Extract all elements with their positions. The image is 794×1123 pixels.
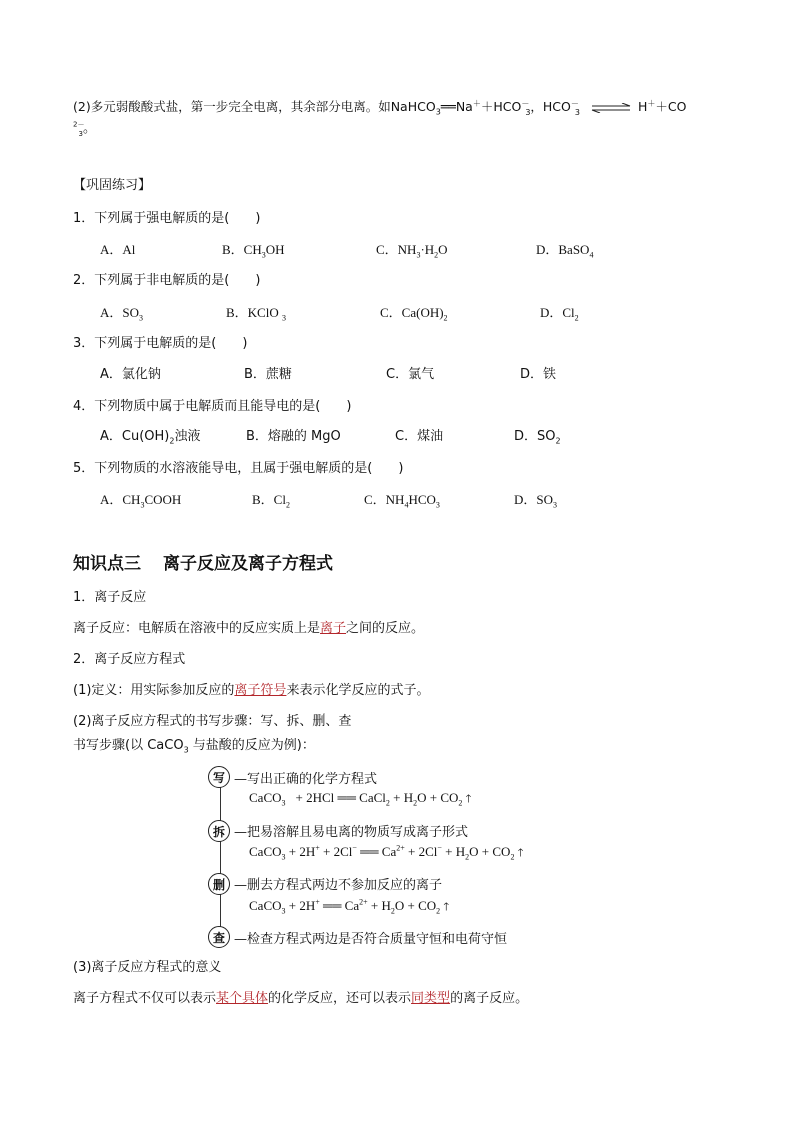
q5-option-b[interactable]: B．$Cl_2$	[252, 492, 290, 510]
question-3: 3．下列属于电解质的是( )	[73, 336, 248, 351]
q3-option-c[interactable]: C．氯气	[386, 367, 435, 382]
q2-option-d[interactable]: D．$Cl_2$	[540, 305, 579, 323]
q4-option-b[interactable]: B．熔融的 MgO	[246, 429, 341, 444]
blank-same-type: 同类型	[411, 991, 451, 1006]
question-5: 5．下列物质的水溶液能导电，且属于强电解质的是( )	[73, 461, 404, 476]
section-heading: 知识点三 离子反应及离子方程式	[73, 554, 333, 574]
step-write-equation: CaCO$_3$ + 2HCl ══ CaCl$_2$ + $H_2O + CO_2$ 🡑	[249, 790, 472, 808]
q1-option-b[interactable]: B．$CH_3OH$	[222, 242, 285, 260]
step-split-text: —把易溶解且易电离的物质写成离子形式	[234, 825, 469, 840]
q4-option-d[interactable]: D．$SO_2$	[514, 429, 561, 446]
question-1: 1．下列属于强电解质的是( )	[73, 211, 261, 226]
q5-option-a[interactable]: A．$CH_3COOH$	[100, 492, 182, 510]
q1-option-d[interactable]: D．BaSO$_4$	[536, 242, 594, 260]
blank-ion: 离子	[320, 621, 347, 636]
q1-option-c[interactable]: C．$NH_3\cdot H_2O$	[376, 242, 448, 260]
q4-option-a[interactable]: A．$Cu(OH)_2$浊液	[100, 429, 201, 446]
q2-option-b[interactable]: B．KClO $_3$	[226, 305, 286, 323]
subsection-2-title: 2．离子反应方程式	[73, 652, 186, 667]
subsection-1-title: 1．离子反应	[73, 590, 147, 605]
q4-option-c[interactable]: C．煤油	[395, 429, 444, 444]
step-check-icon: 查	[208, 926, 230, 948]
q3-option-d[interactable]: D．铁	[520, 367, 557, 382]
ionization-paragraph-continued: $^{2-}_3$。	[73, 120, 96, 138]
q5-option-c[interactable]: C．$NH_4HCO_3$	[364, 492, 440, 510]
q5-option-d[interactable]: D．$SO_3$	[514, 492, 558, 510]
q2-option-a[interactable]: A．$SO_3$	[100, 305, 144, 323]
step-delete-equation: CaCO$_3$ + 2H+ ══ $Ca^{2+} + H_2O + CO_2$ 🡑	[249, 897, 450, 916]
blank-specific: 某个具体	[216, 991, 269, 1006]
equation-definition: (1)定义：用实际参加反应的离子符号来表示化学反应的式子。	[73, 683, 430, 698]
step-split-icon: 拆	[208, 820, 230, 842]
ionic-reaction-definition: 离子反应：电解质在溶液中的反应实质上是离子之间的反应。	[73, 621, 425, 636]
q3-option-b[interactable]: B．蔗糖	[244, 367, 292, 382]
q3-option-a[interactable]: A．氯化钠	[100, 367, 161, 382]
reversible-arrow-icon	[590, 103, 632, 113]
question-4: 4．下列物质中属于电解质而且能导电的是( )	[73, 399, 352, 414]
meaning-text: 离子方程式不仅可以表示某个具体的化学反应，还可以表示同类型的离子反应。	[73, 991, 529, 1006]
step-delete-text: —删去方程式两边不参加反应的离子	[234, 878, 443, 893]
steps-connector-line	[220, 776, 221, 938]
writing-steps-subtitle: 书写步骤(以 CaCO$_3$ 与盐酸的反应为例)：	[73, 738, 315, 755]
practice-title: 【巩固练习】	[73, 178, 152, 193]
step-delete-icon: 删	[208, 873, 230, 895]
step-write-text: —写出正确的化学方程式	[234, 772, 378, 787]
writing-steps-diagram	[208, 762, 628, 952]
q1-option-a[interactable]: A．Al	[100, 242, 136, 257]
blank-ion-symbols: 离子符号	[234, 683, 287, 698]
step-split-equation: CaCO$_3$ + 2H+ + 2Cl− ══ $Ca^{2+} + 2Cl^- + H_2O + CO_2$ 🡑	[249, 843, 524, 862]
step-write-icon: 写	[208, 766, 230, 788]
step-check-text: —检查方程式两边是否符合质量守恒和电荷守恒	[234, 932, 508, 947]
meaning-title: (3)离子反应方程式的意义	[73, 960, 222, 975]
question-2: 2．下列属于非电解质的是( )	[73, 273, 261, 288]
ionization-paragraph: (2)多元弱酸酸式盐，第一步完全电离，其余部分电离。如$NaHCO_3══Na^++HCO^-_3$，$HCO^-_3$ H＋＋CO	[73, 98, 687, 117]
writing-steps-title: (2)离子反应方程式的书写步骤：写、拆、删、查	[73, 714, 352, 729]
q2-option-c[interactable]: C．$Ca(OH)_2$	[380, 305, 448, 323]
